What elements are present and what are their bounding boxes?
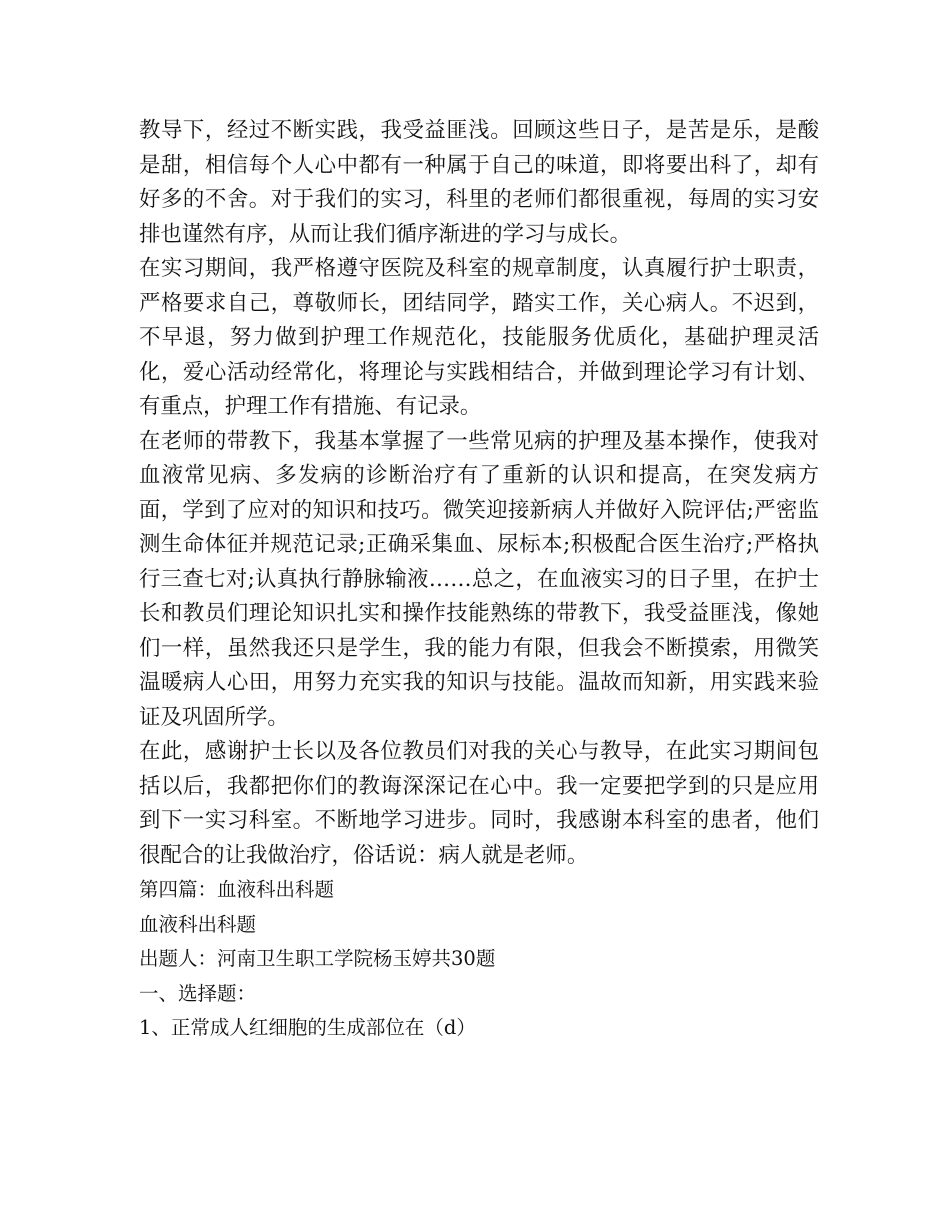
paragraph-4: 在此，感谢护士长以及各位教员们对我的关心与教导，在此实习期间包括以后，我都把你们的教诲深深记在心中。我一定要把学到的只是应用到下一实习科室。不断地学习进步。同时，我感谢本科室的患者，他们很配合的让我做治疗，俗话说：病人就是老师。 bbox=[139, 739, 819, 868]
paragraph-2: 在实习期间，我严格遵守医院及科室的规章制度，认真履行护士职责，严格要求自己，尊敬师长，团结同学，踏实工作，关心病人。不迟到，不早退，努力做到护理工作规范化，技能服务优质化，基础护理灵活化，爱心活动经常化，将理论与实践相结合，并做到理论学习有计划、有重点，护理工作有措施、有记录。 bbox=[139, 256, 819, 419]
section-heading: 第四篇：血液科出科题 bbox=[139, 878, 335, 901]
question-section-heading: 一、选择题： bbox=[139, 981, 257, 1005]
exam-author: 出题人：河南卫生职工学院杨玉婷共30题 bbox=[139, 947, 496, 970]
question-1: 1、正常成人红细胞的生成部位在（d） bbox=[139, 1016, 476, 1039]
paragraph-1: 教导下，经过不断实践，我受益匪浅。回顾这些日子，是苦是乐，是酸是甜，相信每个人心中都有一种属于自己的味道，即将要出科了，却有好多的不舍。对于我们的实习，科里的老师们都很重视，每周的实习安排也谨然有序，从而让我们循序渐进的学习与成长。 bbox=[139, 118, 819, 247]
paragraph-3: 在老师的带教下，我基本掌握了一些常见病的护理及基本操作，使我对血液常见病、多发病的诊断治疗有了重新的认识和提高，在突发病方面，学到了应对的知识和技巧。微笑迎接新病人并做好入院评估;严密监测生命体征并规范记录;正确采集血、尿标本;积极配合医生治疗;严格执行三查七对;认真执行静脉输液……总之，在血液实习的日子里，在护士长和教员们理论知识扎实和操作技能熟练的带教下，我受益匪浅，像她们一样，虽然我还只是学生，我的能力有限，但我会不断摸索，用微笑温暖病人心田，用努力充实我的知识与技能。温故而知新，用实践来验证及巩固所学。 bbox=[139, 428, 819, 730]
exam-title: 血液科出科题 bbox=[139, 912, 257, 936]
document-page bbox=[139, 114, 819, 1046]
